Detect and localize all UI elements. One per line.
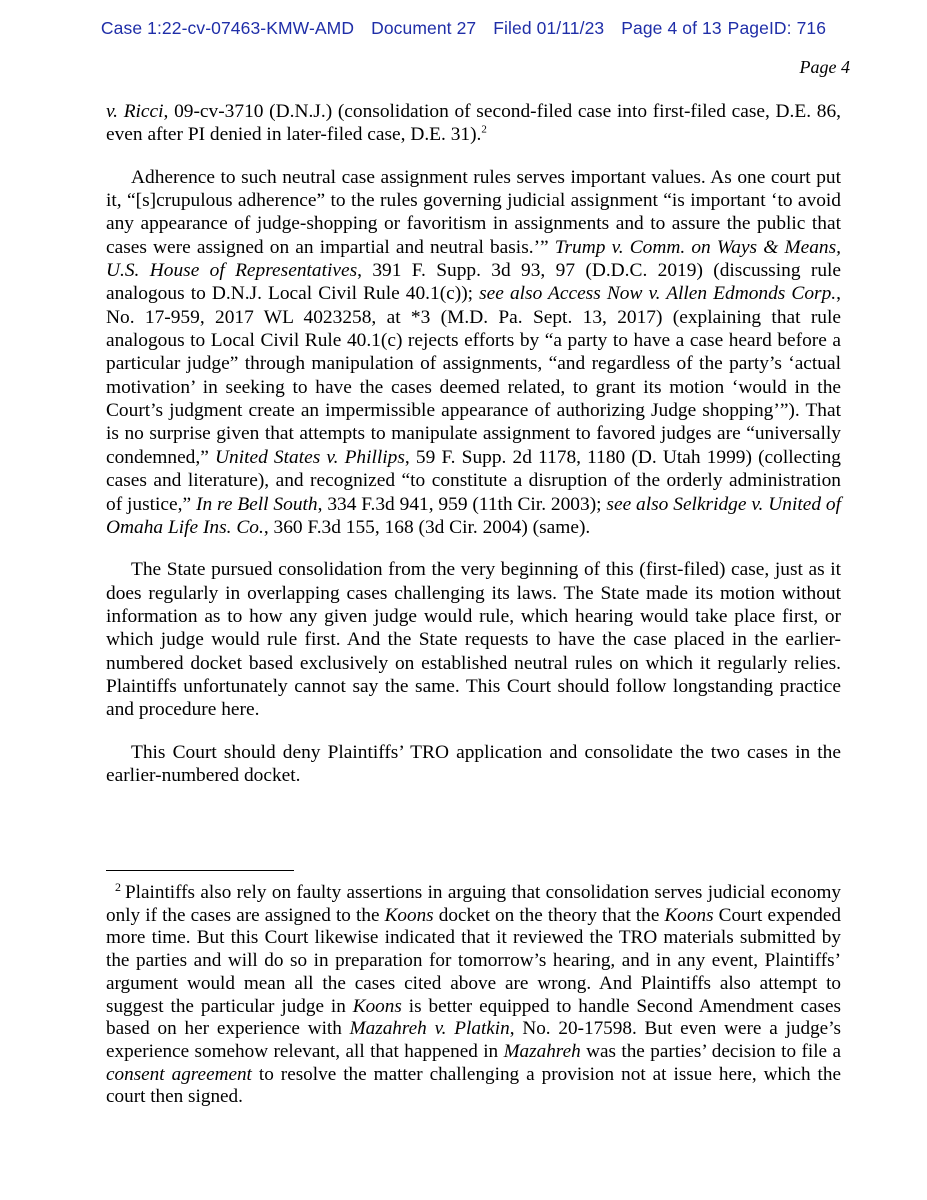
page-of-total: Page 4 of 13 [621,18,722,38]
case-header [0,18,927,39]
paragraph-3: The State pursued consolidation from the very beginning of this (first-filed) case, just as it does regularly in overlapping cases challenging its laws. The State made its motion without information as to how any given judge would rule, which hearing would take place first, or which judge would rule first. And the State requests to have the case placed in the earlier-numbered docket based exclusively on established neutral rules on which it regularly relies. Plaintiffs unfortunately cannot say the same. This Court should follow longstanding practice and procedure here. [106,559,841,721]
case-citation: v. Ricci [106,101,164,122]
paragraph-text: , 360 F.3d 155, 168 (3d Cir. 2004) (same). [263,516,591,538]
footnote-number: 2 [115,879,121,894]
body-text [106,100,841,787]
footnote-2 [106,879,841,1109]
case-name: Koons [352,995,402,1017]
footnote-text: is better equipped to handle Second Amendment cases based on her experience with [106,995,841,1040]
footnote-text: , No. 20-17598. But even were a judge’s experience somehow relevant, all that happened in [106,1018,841,1062]
emphasis: consent agreement [106,1063,252,1085]
paragraph-4: This Court should deny Plaintiffs’ TRO application and consolidate the two cases in the earlier-numbered docket. [106,741,841,786]
footnote-text: Court expended more time. But this Court likewise indicated that it reviewed the TRO materials submitted by the parties and will do so in preparation for tomorrow’s hearing, and in any event, Plaintiffs’ argument would mean all the cases cited above are wrong. And Plaintiffs also attempt to suggest the particular judge in [106,904,841,1017]
filed-date: Filed 01/11/23 [493,18,605,38]
paragraph-text: Adherence to such neutral case assignment rules serves important values. As one court put it, “[s]crupulous adherence” to the rules governing judicial assignment “is important ‘to avoid any appearance of judge-shopping or favoritism in assignments and to assure the public that cases were assigned on an impartial and neutral basis.’” [106,166,841,258]
footnote-reference[interactable]: 2 [481,123,487,136]
case-citation: In re Bell South [195,493,318,515]
case-name: Koons [384,904,434,926]
paragraph-text: , No. 17-959, 2017 WL 4023258, at *3 (M.D. Pa. Sept. 13, 2017) (explaining that rule analogous to Local Civil Rule 40.1(c) rejects efforts by “a party to have a case heard before a particular judge” through manipulation of assignments, “and regardless of the party’s ‘actual motivation’ in seeking to have the cases deemed related, to grant its motion ‘would in the Court’s judgment create an impermissible appearance of authorizing Judge shopping’”). That is no surprise given that attempts to manipulate assignment to favored judges are “universally condemned,” [106,283,842,468]
case-number: Case 1:22-cv-07463-KMW-AMD [100,18,355,38]
footnote-separator [106,870,294,871]
footnote-text: Plaintiffs also rely on faulty assertions in arguing that consolidation serves judicial economy only if the cases are assigned to the [106,882,841,926]
paragraph-text: , 59 F. Supp. 2d 1178, 1180 (D. Utah 1999) (collecting cases and literature), and recognized “to constitute a disruption of the orderly administration of justice,” [106,446,841,515]
document-number: Document 27 [371,18,477,38]
page-id: PageID: 716 [727,18,827,38]
footnote-text: to resolve the matter challenging a provision not at issue here, which the court then signed. [106,1063,841,1108]
case-citation: Mazahreh v. Platkin [349,1018,510,1040]
case-name: Mazahreh [503,1040,581,1062]
paragraph-text: , 09-cv-3710 (D.N.J.) (consolidation of second-filed case into first-filed case, D.E. 86, even after PI denied in later-filed case, D.E. 31). [106,101,842,146]
paragraph-text: , 391 F. Supp. 3d 93, 97 (D.D.C. 2019) (discussing rule analogous to D.N.J. Local Civil Rule 40.1(c)); [106,260,842,305]
paragraph-2 [106,166,841,540]
case-name: Koons [664,904,714,926]
case-citation: see also Access Now v. Allen Edmonds Corp. [479,283,837,305]
footnote-text: docket on the theory that the [433,904,665,926]
case-citation: see also Selkridge v. United of Omaha Life Ins. Co. [106,493,841,538]
case-citation: Trump v. Comm. on Ways & Means, U.S. House of Representatives [106,236,841,282]
page-number-label: Page 4 [799,57,850,77]
paragraph-text: , 334 F.3d 941, 959 (11th Cir. 2003); [317,493,607,515]
paragraph-1 [106,100,841,147]
footnote-text: was the parties’ decision to file a [580,1040,841,1062]
case-citation: United States v. Phillips [215,446,405,468]
